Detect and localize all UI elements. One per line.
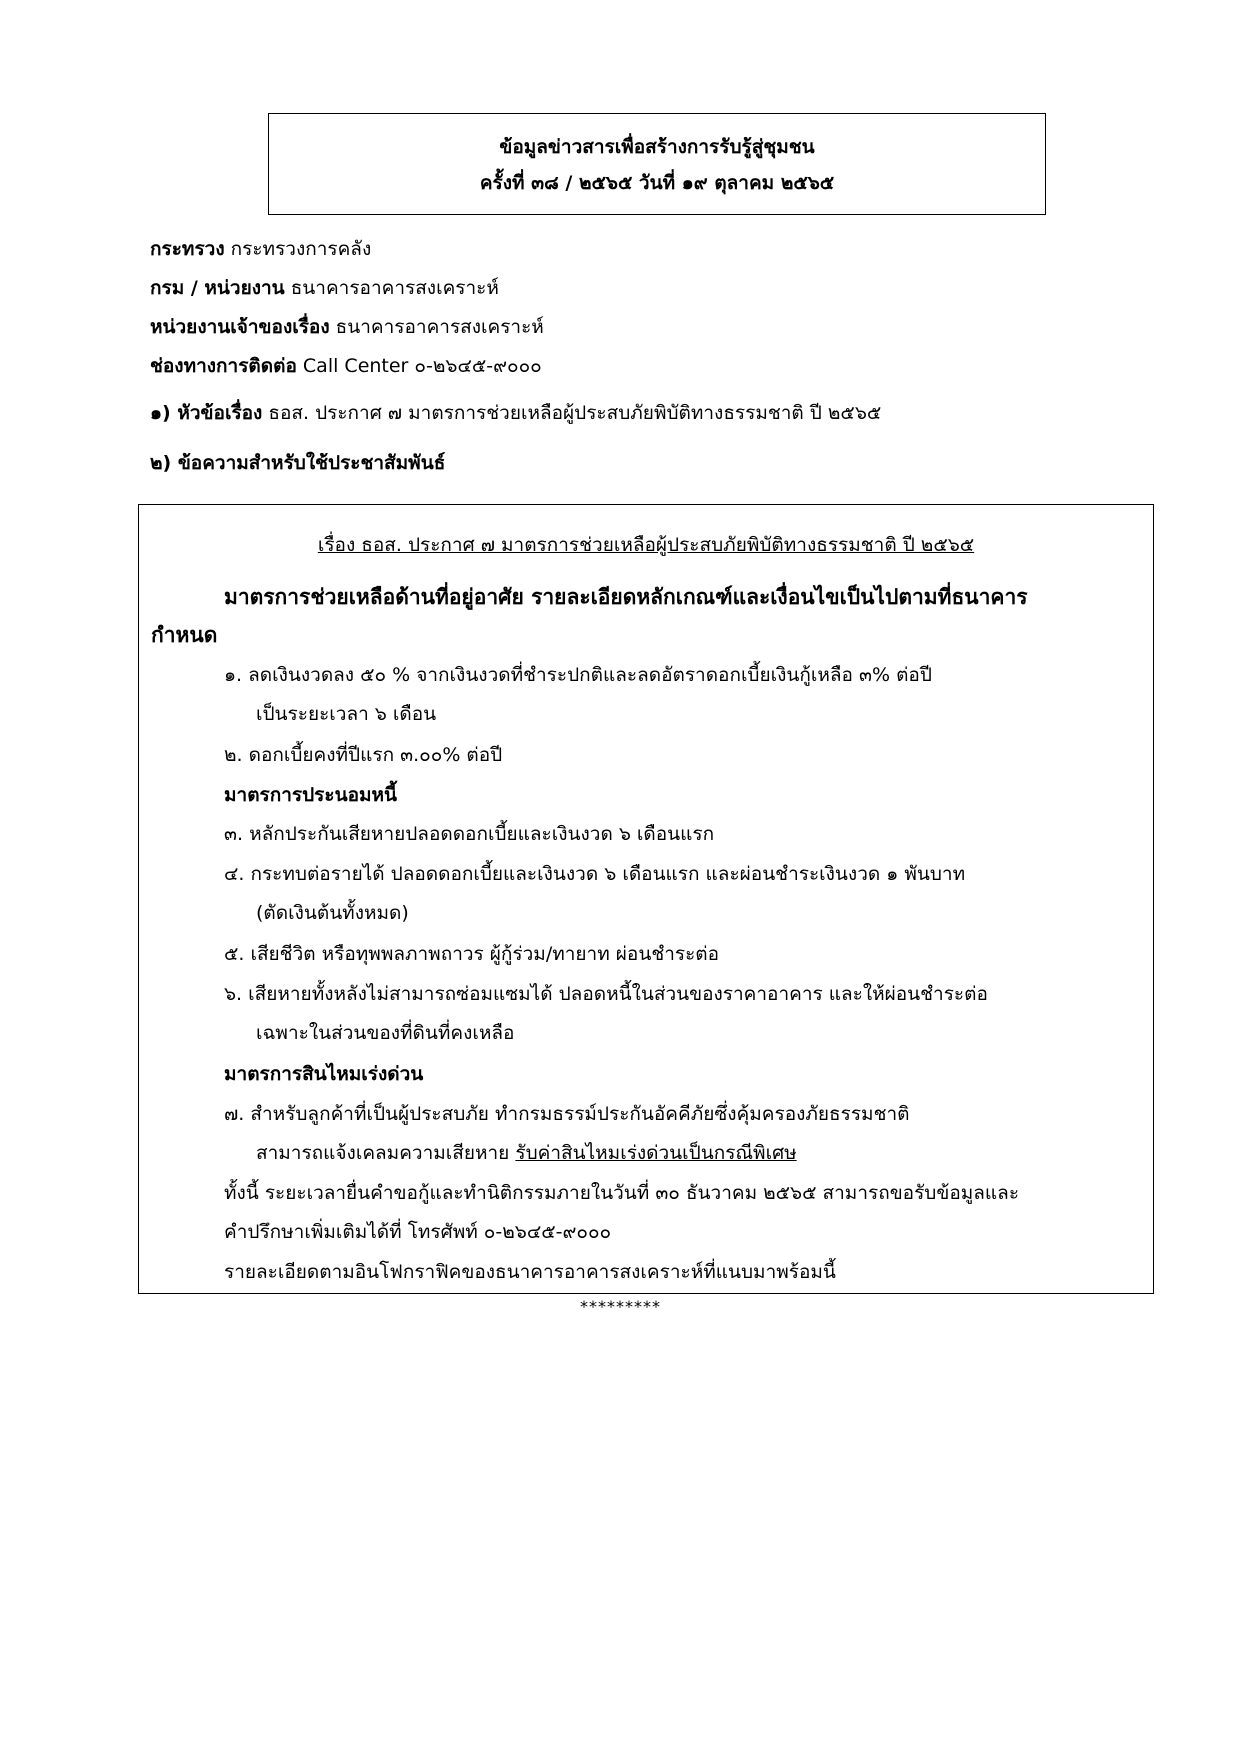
closing-line-2: คำปรึกษาเพิ่มเติมได้ที่ โทรศัพท์ ๐-๒๖๔๕-๙๐๐๐ xyxy=(224,1221,612,1243)
meta-contact-value: Call Center ๐-๒๖๔๕-๙๐๐๐ xyxy=(296,355,542,377)
measure-item-7-line-2 xyxy=(256,1138,797,1168)
measure-item-4-line-2: (ตัดเงินต้นทั้งหมด) xyxy=(256,902,409,924)
section-pr xyxy=(150,448,445,478)
section-topic-value: ธอส. ประกาศ ๗ มาตรการช่วยเหลือผู้ประสบภัยพิบัติทางธรรมชาติ ปี ๒๕๖๕ xyxy=(262,402,882,424)
measure-item-2: ๒. ดอกเบี้ยคงที่ปีแรก ๓.๐๐% ต่อปี xyxy=(224,744,503,766)
meta-ministry xyxy=(150,234,371,264)
closing-line-3: รายละเอียดตามอินโฟกราฟิคของธนาคารอาคารสงเคราะห์ที่แนบมาพร้อมนี้ xyxy=(224,1261,836,1283)
press-release-box xyxy=(138,504,1154,1294)
measure-item-7-text: สามารถแจ้งเคลมความเสียหาย xyxy=(256,1142,516,1164)
meta-contact-label: ช่องทางการติดต่อ xyxy=(150,355,297,377)
meta-department-label: กรม / หน่วยงาน xyxy=(150,277,285,299)
section-pr-label: ๒) ข้อความสำหรับใช้ประชาสัมพันธ์ xyxy=(150,452,446,474)
end-marker: ********* xyxy=(580,1297,661,1316)
intro-line-1: มาตรการช่วยเหลือด้านที่อยู่อาศัย รายละเอียดหลักเกณฑ์และเงื่อนไขเป็นไปตามที่ธนาคาร xyxy=(224,585,1028,609)
heading-urgent-claims: มาตรการสินไหมเร่งด่วน xyxy=(224,1063,424,1085)
header-issue-date: ครั้งที่ ๓๘ / ๒๕๖๕ วันที่ ๑๙ ตุลาคม ๒๕๖๕ xyxy=(479,172,835,194)
meta-owner-label: หน่วยงานเจ้าของเรื่อง xyxy=(150,316,330,338)
measure-item-6-line-2: เฉพาะในส่วนของที่ดินที่คงเหลือ xyxy=(256,1022,515,1044)
press-release-title: เรื่อง ธอส. ประกาศ ๗ มาตรการช่วยเหลือผู้ประสบภัยพิบัติทางธรรมชาติ ปี ๒๕๖๕ xyxy=(317,534,975,556)
meta-owner xyxy=(150,312,544,342)
meta-owner-value: ธนาคารอาคารสงเคราะห์ xyxy=(329,316,544,338)
meta-ministry-label: กระทรวง xyxy=(150,238,225,260)
measure-item-3: ๓. หลักประกันเสียหายปลอดดอกเบี้ยและเงินงวด ๖ เดือนแรก xyxy=(224,823,715,845)
measure-item-7-emphasis: รับค่าสินไหมเร่งด่วนเป็นกรณีพิเศษ xyxy=(515,1142,797,1164)
intro-line-2: กำหนด xyxy=(151,623,218,647)
section-topic-label: ๑) หัวข้อเรื่อง xyxy=(150,402,263,424)
header-box xyxy=(268,113,1046,215)
heading-debt-compromise: มาตรการประนอมหนี้ xyxy=(224,784,398,806)
closing-line-1: ทั้งนี้ ระยะเวลายื่นคำขอกู้และทำนิติกรรมภายในวันที่ ๓๐ ธันวาคม ๒๕๖๕ สามารถขอรับข้อมูลและ xyxy=(224,1182,1020,1204)
meta-department-value: ธนาคารอาคารสงเคราะห์ xyxy=(284,277,499,299)
meta-contact xyxy=(150,351,542,381)
meta-department xyxy=(150,273,499,303)
measure-item-1-line-2: เป็นระยะเวลา ๖ เดือน xyxy=(256,703,437,725)
measure-item-6-line-1: ๖. เสียหายทั้งหลังไม่สามารถซ่อมแซมได้ ปลอดหนี้ในส่วนของราคาอาคาร และให้ผ่อนชำระต่อ xyxy=(224,983,988,1005)
section-topic xyxy=(150,398,881,428)
meta-ministry-value: กระทรวงการคลัง xyxy=(224,238,372,260)
measure-item-5: ๕. เสียชีวิต หรือทุพพลภาพถาวร ผู้กู้ร่วม/ทายาท ผ่อนชำระต่อ xyxy=(224,943,720,965)
measure-item-4-line-1: ๔. กระทบต่อรายได้ ปลอดดอกเบี้ยและเงินงวด ๖ เดือนแรก และผ่อนชำระเงินงวด ๑ พันบาท xyxy=(224,863,966,885)
measure-item-1-line-1: ๑. ลดเงินงวดลง ๕๐ % จากเงินงวดที่ชำระปกติและลดอัตราดอกเบี้ยเงินกู้เหลือ ๓% ต่อปี xyxy=(224,664,932,686)
measure-item-7-line-1: ๗. สำหรับลูกค้าที่เป็นผู้ประสบภัย ทำกรมธรรม์ประกันอัคคีภัยซึ่งคุ้มครองภัยธรรมชาติ xyxy=(224,1103,910,1125)
header-title: ข้อมูลข่าวสารเพื่อสร้างการรับรู้สู่ชุมชน xyxy=(499,136,815,158)
